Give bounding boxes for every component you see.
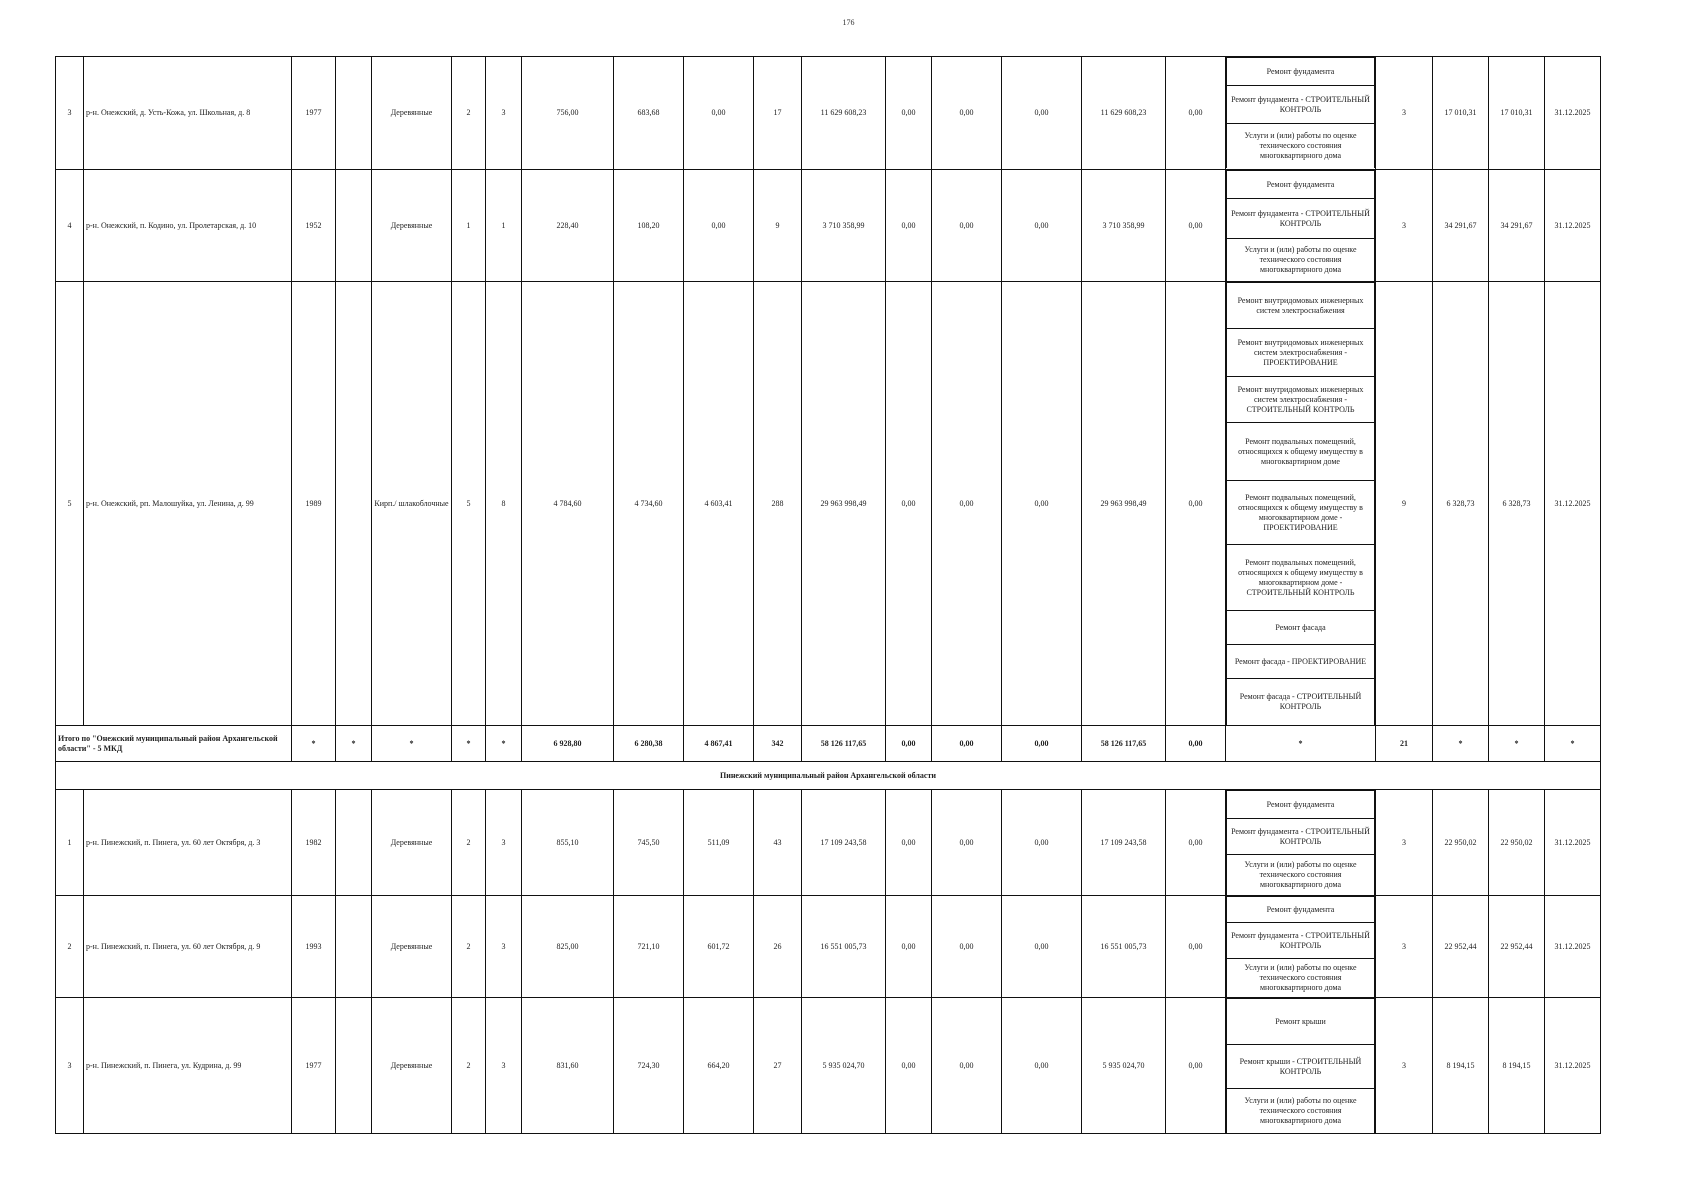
total-cost-total: 58 126 117,65 <box>802 726 886 762</box>
work-item: Ремонт фундамента - СТРОИТЕЛЬНЫЙ КОНТРОЛЬ <box>1227 199 1375 239</box>
floors: 2 <box>452 790 486 896</box>
cost-other: 0,00 <box>1166 282 1226 726</box>
col4 <box>336 170 372 282</box>
entrances: 8 <box>486 282 522 726</box>
works-count: 9 <box>1376 282 1433 726</box>
build-year: 1989 <box>292 282 336 726</box>
cost-municipal: 0,00 <box>1002 998 1082 1134</box>
area-living: 683,68 <box>614 57 684 170</box>
unit-cost-limit: 22 950,02 <box>1489 790 1545 896</box>
entrances: 3 <box>486 790 522 896</box>
floors: 2 <box>452 998 486 1134</box>
page-number: 176 <box>842 18 855 27</box>
row-number: 5 <box>56 282 84 726</box>
wall-material: Деревянные <box>372 170 452 282</box>
col4 <box>336 790 372 896</box>
cost-fund: 0,00 <box>886 790 932 896</box>
cost-owners: 3 710 358,99 <box>1082 170 1166 282</box>
total-label: Итого по "Онежский муниципальный район Архангельской области" - 5 МКД <box>56 726 292 762</box>
total-star: * <box>1226 726 1376 762</box>
total-area-residents: 4 867,41 <box>684 726 754 762</box>
total-star: * <box>1545 726 1601 762</box>
total-star: * <box>336 726 372 762</box>
table-row <box>56 170 1601 282</box>
completion-date: 31.12.2025 <box>1545 790 1601 896</box>
total-row <box>56 726 1601 762</box>
cost-municipal: 0,00 <box>1002 896 1082 998</box>
total-cost-region: 0,00 <box>932 726 1002 762</box>
cost-other: 0,00 <box>1166 170 1226 282</box>
area-living: 724,30 <box>614 998 684 1134</box>
cost-owners: 29 963 998,49 <box>1082 282 1166 726</box>
work-item: Ремонт подвальных помещений, относящихся к общему имуществу в многоквартирном доме - СТРОИТЕЛЬНЫЙ КОНТРОЛЬ <box>1227 545 1375 611</box>
cost-owners: 5 935 024,70 <box>1082 998 1166 1134</box>
build-year: 1993 <box>292 896 336 998</box>
address: р-н. Онежский, п. Кодино, ул. Пролетарская, д. 10 <box>84 170 292 282</box>
work-item: Ремонт внутридомовых инженерных систем электроснабжения - ПРОЕКТИРОВАНИЕ <box>1227 329 1375 377</box>
unit-cost: 8 194,15 <box>1433 998 1489 1134</box>
unit-cost-limit: 6 328,73 <box>1489 282 1545 726</box>
residents: 26 <box>754 896 802 998</box>
total-star: * <box>452 726 486 762</box>
works-count: 3 <box>1376 57 1433 170</box>
col4 <box>336 282 372 726</box>
unit-cost: 34 291,67 <box>1433 170 1489 282</box>
row-number: 2 <box>56 896 84 998</box>
area-total: 831,60 <box>522 998 614 1134</box>
table-row <box>56 790 1601 896</box>
row-number: 3 <box>56 57 84 170</box>
work-item: Ремонт крыши - СТРОИТЕЛЬНЫЙ КОНТРОЛЬ <box>1227 1045 1375 1089</box>
total-star: * <box>372 726 452 762</box>
area-living: 108,20 <box>614 170 684 282</box>
wall-material: Деревянные <box>372 998 452 1134</box>
work-item: Ремонт фундамента <box>1227 58 1375 86</box>
area-residents: 664,20 <box>684 998 754 1134</box>
table-row <box>56 57 1601 170</box>
work-item: Ремонт фундамента <box>1227 791 1375 819</box>
work-item: Ремонт фундамента - СТРОИТЕЛЬНЫЙ КОНТРОЛЬ <box>1227 86 1375 124</box>
section-header-row <box>56 762 1601 790</box>
works-list <box>1226 57 1376 170</box>
work-item: Ремонт крыши <box>1227 999 1375 1045</box>
work-item: Услуги и (или) работы по оценке технического состояния многоквартирного дома <box>1227 124 1375 168</box>
cost-total: 17 109 243,58 <box>802 790 886 896</box>
wall-material: Деревянные <box>372 896 452 998</box>
area-living: 721,10 <box>614 896 684 998</box>
work-item: Ремонт подвальных помещений, относящихся к общему имуществу в многоквартирном доме <box>1227 423 1375 481</box>
table-row <box>56 896 1601 998</box>
work-item: Ремонт фундамента <box>1227 171 1375 199</box>
cost-total: 16 551 005,73 <box>802 896 886 998</box>
cost-region: 0,00 <box>932 57 1002 170</box>
repair-register-table <box>55 56 1601 1134</box>
unit-cost-limit: 34 291,67 <box>1489 170 1545 282</box>
residents: 27 <box>754 998 802 1134</box>
address: р-н. Онежский, рп. Малошуйка, ул. Ленина, д. 99 <box>84 282 292 726</box>
cost-region: 0,00 <box>932 282 1002 726</box>
works-list <box>1226 170 1376 282</box>
work-item: Услуги и (или) работы по оценке технического состояния многоквартирного дома <box>1227 855 1375 895</box>
row-number: 4 <box>56 170 84 282</box>
work-item: Ремонт фундамента <box>1227 897 1375 923</box>
table-row <box>56 998 1601 1134</box>
unit-cost: 22 952,44 <box>1433 896 1489 998</box>
wall-material: Кирп./ шлакоблочные <box>372 282 452 726</box>
work-item: Ремонт фундамента - СТРОИТЕЛЬНЫЙ КОНТРОЛЬ <box>1227 819 1375 855</box>
row-number: 3 <box>56 998 84 1134</box>
cost-fund: 0,00 <box>886 998 932 1134</box>
completion-date: 31.12.2025 <box>1545 57 1601 170</box>
area-residents: 0,00 <box>684 57 754 170</box>
build-year: 1952 <box>292 170 336 282</box>
table-row <box>56 282 1601 726</box>
area-residents: 0,00 <box>684 170 754 282</box>
cost-other: 0,00 <box>1166 896 1226 998</box>
address: р-н. Пинежский, п. Пинега, ул. Кудрина, д. 99 <box>84 998 292 1134</box>
cost-region: 0,00 <box>932 170 1002 282</box>
completion-date: 31.12.2025 <box>1545 170 1601 282</box>
cost-other: 0,00 <box>1166 57 1226 170</box>
work-item: Услуги и (или) работы по оценке технического состояния многоквартирного дома <box>1227 239 1375 281</box>
cost-region: 0,00 <box>932 790 1002 896</box>
area-residents: 601,72 <box>684 896 754 998</box>
total-star: * <box>486 726 522 762</box>
cost-owners: 17 109 243,58 <box>1082 790 1166 896</box>
cost-municipal: 0,00 <box>1002 790 1082 896</box>
total-cost-other: 0,00 <box>1166 726 1226 762</box>
works-count: 3 <box>1376 998 1433 1134</box>
residents: 43 <box>754 790 802 896</box>
entrances: 1 <box>486 170 522 282</box>
work-item: Ремонт подвальных помещений, относящихся к общему имуществу в многоквартирном доме - ПРОЕКТИРОВАНИЕ <box>1227 481 1375 545</box>
col4 <box>336 57 372 170</box>
area-total: 228,40 <box>522 170 614 282</box>
cost-other: 0,00 <box>1166 998 1226 1134</box>
entrances: 3 <box>486 998 522 1134</box>
cost-fund: 0,00 <box>886 282 932 726</box>
work-item: Ремонт фундамента - СТРОИТЕЛЬНЫЙ КОНТРОЛЬ <box>1227 923 1375 959</box>
area-living: 4 734,60 <box>614 282 684 726</box>
works-count: 3 <box>1376 790 1433 896</box>
floors: 2 <box>452 896 486 998</box>
floors: 1 <box>452 170 486 282</box>
cost-total: 11 629 608,23 <box>802 57 886 170</box>
build-year: 1977 <box>292 998 336 1134</box>
completion-date: 31.12.2025 <box>1545 896 1601 998</box>
total-area-living: 6 280,38 <box>614 726 684 762</box>
cost-owners: 16 551 005,73 <box>1082 896 1166 998</box>
wall-material: Деревянные <box>372 790 452 896</box>
unit-cost-limit: 17 010,31 <box>1489 57 1545 170</box>
section-header: Пинежский муниципальный район Архангельской области <box>56 762 1601 790</box>
residents: 288 <box>754 282 802 726</box>
works-list <box>1226 282 1376 726</box>
works-list <box>1226 896 1376 998</box>
works-list <box>1226 998 1376 1134</box>
total-residents: 342 <box>754 726 802 762</box>
work-item: Ремонт фасада - СТРОИТЕЛЬНЫЙ КОНТРОЛЬ <box>1227 679 1375 725</box>
residents: 9 <box>754 170 802 282</box>
entrances: 3 <box>486 57 522 170</box>
address: р-н. Пинежский, п. Пинега, ул. 60 лет Октября, д. 3 <box>84 790 292 896</box>
total-works-count: 21 <box>1376 726 1433 762</box>
cost-total: 29 963 998,49 <box>802 282 886 726</box>
cost-other: 0,00 <box>1166 790 1226 896</box>
unit-cost: 22 950,02 <box>1433 790 1489 896</box>
work-item: Ремонт фасада <box>1227 611 1375 645</box>
floors: 5 <box>452 282 486 726</box>
work-item: Услуги и (или) работы по оценке технического состояния многоквартирного дома <box>1227 1089 1375 1133</box>
floors: 2 <box>452 57 486 170</box>
cost-municipal: 0,00 <box>1002 57 1082 170</box>
area-residents: 4 603,41 <box>684 282 754 726</box>
cost-region: 0,00 <box>932 896 1002 998</box>
unit-cost-limit: 22 952,44 <box>1489 896 1545 998</box>
cost-municipal: 0,00 <box>1002 282 1082 726</box>
cost-region: 0,00 <box>932 998 1002 1134</box>
work-item: Услуги и (или) работы по оценке технического состояния многоквартирного дома <box>1227 959 1375 997</box>
area-living: 745,50 <box>614 790 684 896</box>
cost-fund: 0,00 <box>886 170 932 282</box>
unit-cost-limit: 8 194,15 <box>1489 998 1545 1134</box>
cost-fund: 0,00 <box>886 57 932 170</box>
build-year: 1982 <box>292 790 336 896</box>
residents: 17 <box>754 57 802 170</box>
cost-municipal: 0,00 <box>1002 170 1082 282</box>
total-cost-municipal: 0,00 <box>1002 726 1082 762</box>
build-year: 1977 <box>292 57 336 170</box>
cost-fund: 0,00 <box>886 896 932 998</box>
col4 <box>336 998 372 1134</box>
address: р-н. Пинежский, п. Пинега, ул. 60 лет Октября, д. 9 <box>84 896 292 998</box>
total-cost-owners: 58 126 117,65 <box>1082 726 1166 762</box>
area-total: 825,00 <box>522 896 614 998</box>
total-star: * <box>1489 726 1545 762</box>
total-area-total: 6 928,80 <box>522 726 614 762</box>
area-total: 756,00 <box>522 57 614 170</box>
works-list <box>1226 790 1376 896</box>
work-item: Ремонт фасада - ПРОЕКТИРОВАНИЕ <box>1227 645 1375 679</box>
total-cost-fund: 0,00 <box>886 726 932 762</box>
works-count: 3 <box>1376 896 1433 998</box>
wall-material: Деревянные <box>372 57 452 170</box>
unit-cost: 6 328,73 <box>1433 282 1489 726</box>
area-total: 4 784,60 <box>522 282 614 726</box>
area-residents: 511,09 <box>684 790 754 896</box>
area-total: 855,10 <box>522 790 614 896</box>
works-count: 3 <box>1376 170 1433 282</box>
cost-total: 3 710 358,99 <box>802 170 886 282</box>
completion-date: 31.12.2025 <box>1545 282 1601 726</box>
cost-owners: 11 629 608,23 <box>1082 57 1166 170</box>
work-item: Ремонт внутридомовых инженерных систем электроснабжения - СТРОИТЕЛЬНЫЙ КОНТРОЛЬ <box>1227 377 1375 423</box>
completion-date: 31.12.2025 <box>1545 998 1601 1134</box>
entrances: 3 <box>486 896 522 998</box>
total-star: * <box>1433 726 1489 762</box>
work-item: Ремонт внутридомовых инженерных систем электроснабжения <box>1227 283 1375 329</box>
unit-cost: 17 010,31 <box>1433 57 1489 170</box>
address: р-н. Онежский, д. Усть-Кожа, ул. Школьная, д. 8 <box>84 57 292 170</box>
row-number: 1 <box>56 790 84 896</box>
col4 <box>336 896 372 998</box>
total-star: * <box>292 726 336 762</box>
cost-total: 5 935 024,70 <box>802 998 886 1134</box>
